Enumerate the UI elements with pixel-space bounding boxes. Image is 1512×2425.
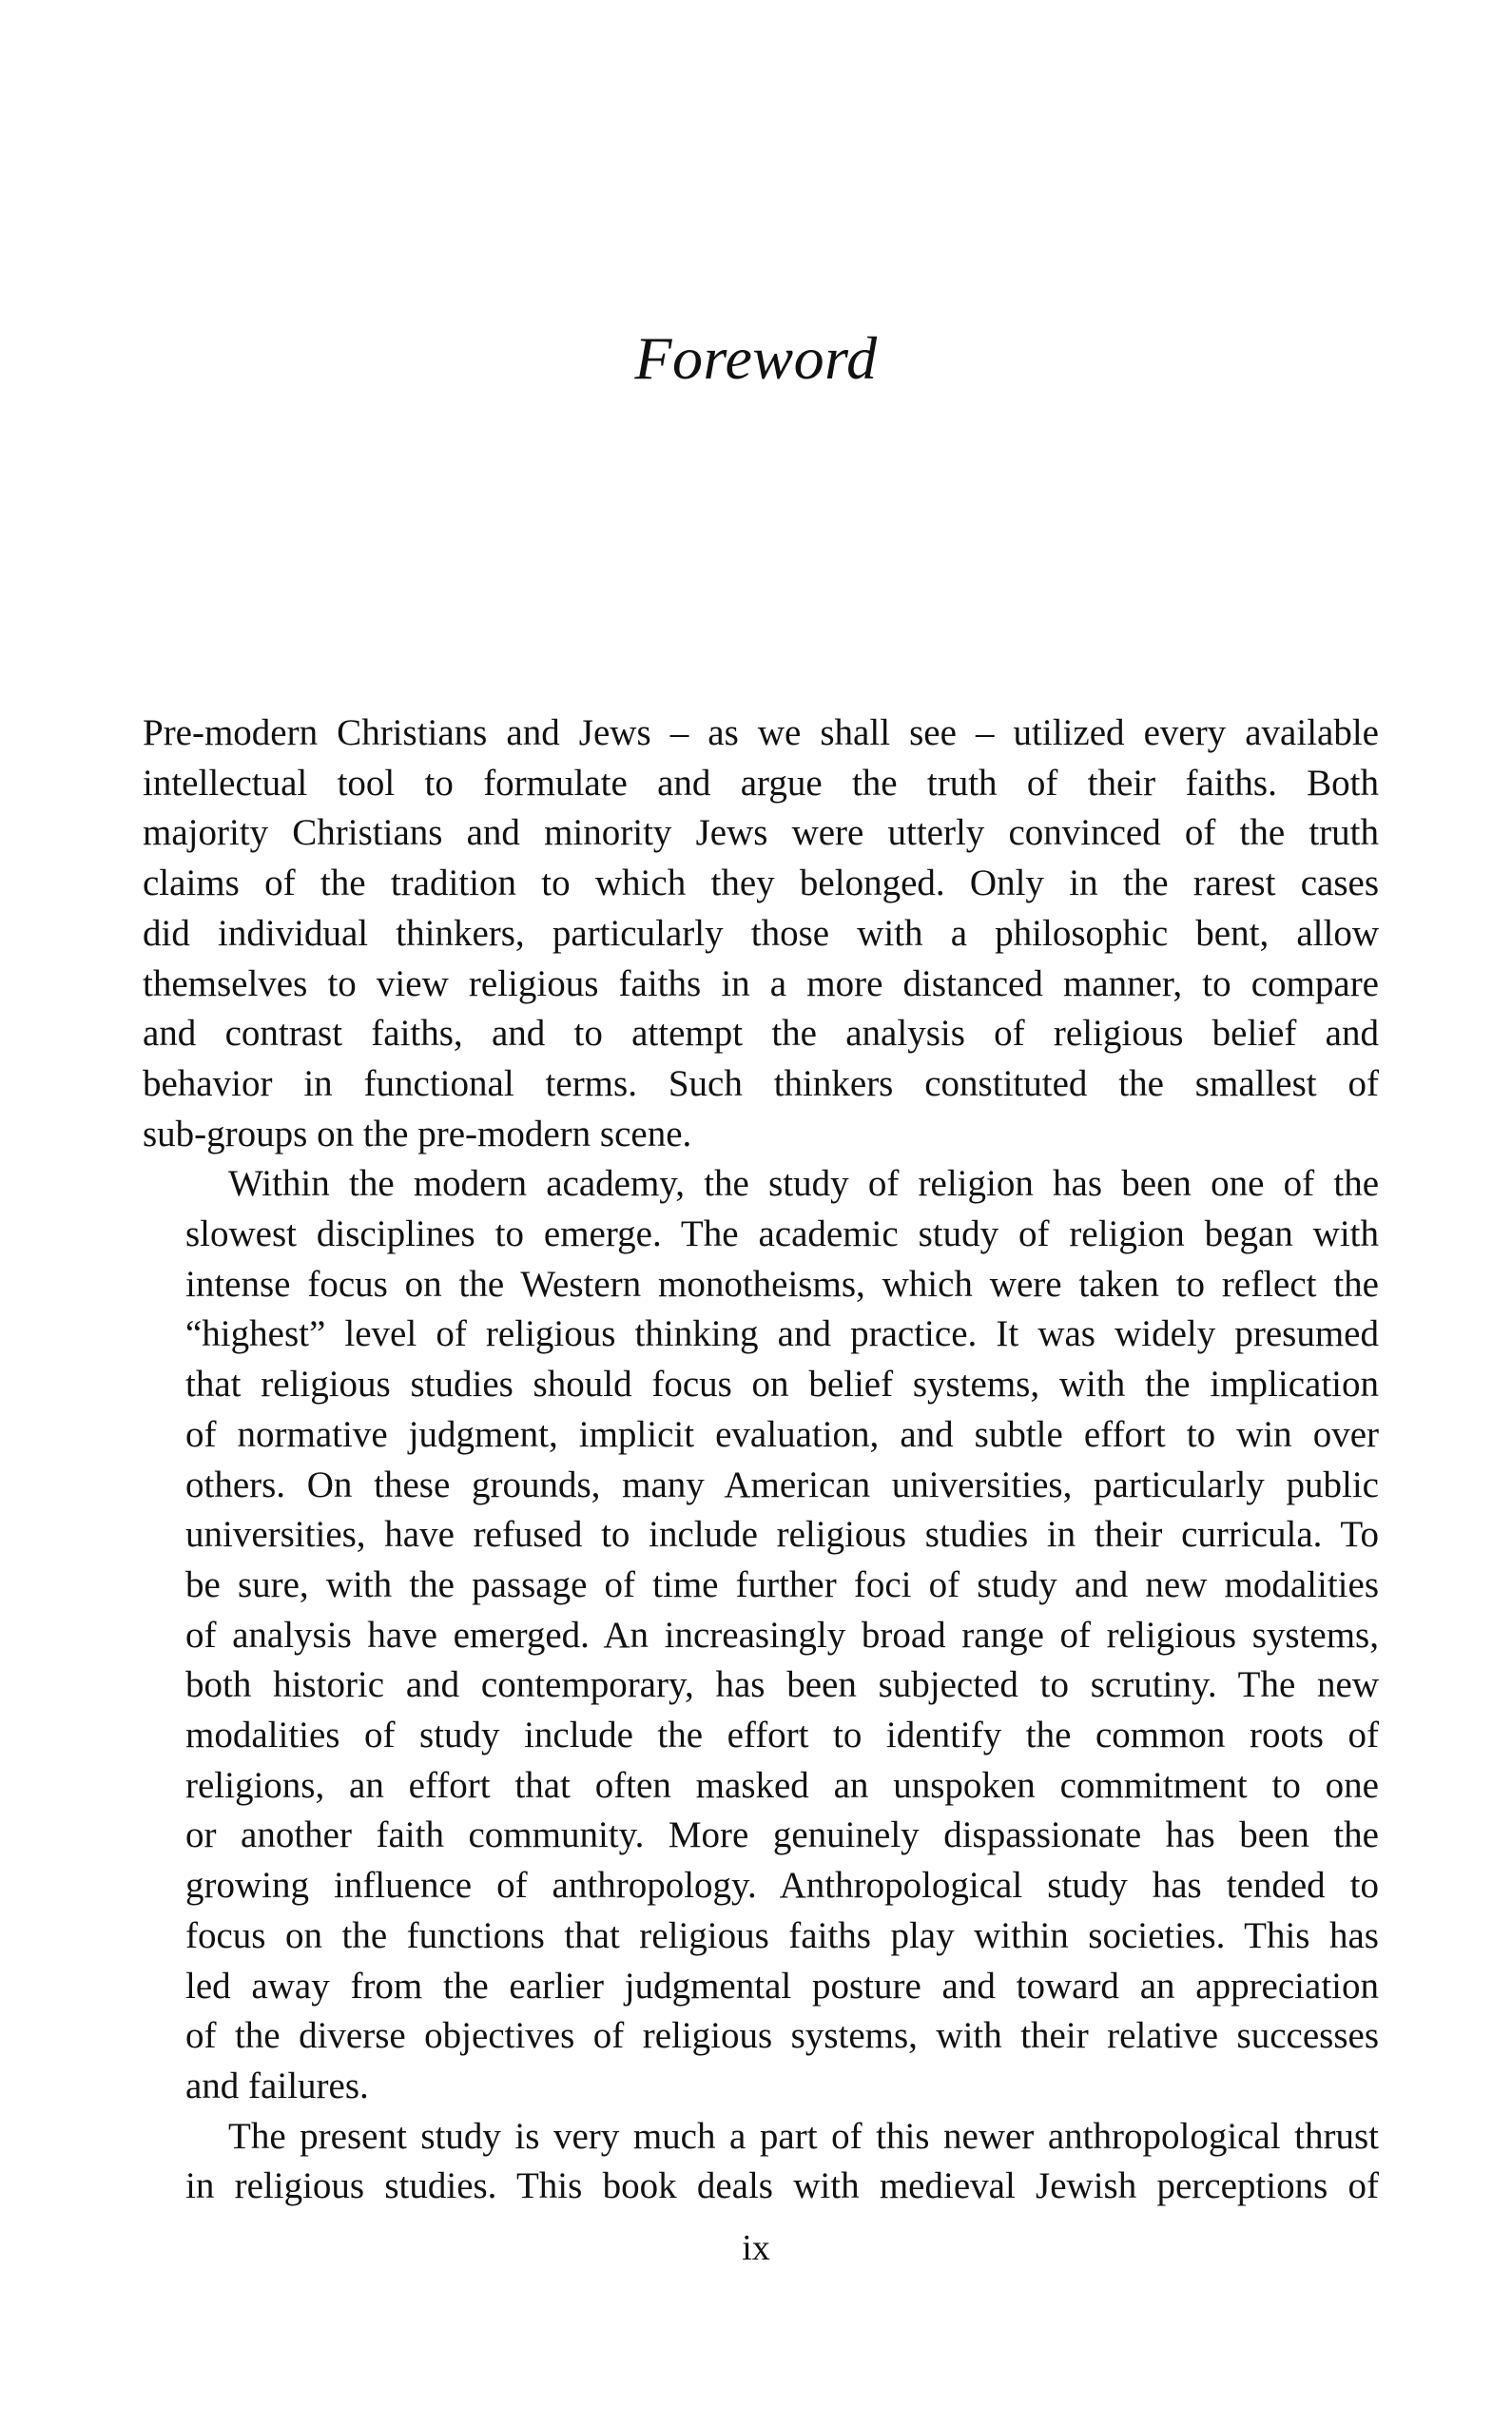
text-line: of the diverse objectives of religious systems, with their relative successes (185, 2015, 1379, 2057)
text-line: and failures. (185, 2065, 369, 2106)
paragraph-3 (143, 2112, 1379, 2212)
text-line: majority Christians and minority Jews were utterly convinced of the truth (143, 812, 1379, 854)
text-line: Pre-modern Christians and Jews – as we shall see – utilized every available (143, 712, 1379, 753)
page-title: Foreword (634, 324, 878, 392)
text-line: universities, have refused to include religious studies in their curricula. To (185, 1514, 1379, 1556)
text-line: religions, an effort that often masked an unspoken commitment to one (185, 1764, 1379, 1806)
text-line: claims of the tradition to which they belonged. Only in the rarest cases (143, 863, 1379, 904)
text-line: and contrast faiths, and to attempt the analysis of religious belief and (143, 1013, 1379, 1055)
text-line: “highest” level of religious thinking and practice. It was widely presumed (185, 1313, 1379, 1355)
text-line: be sure, with the passage of time further foci of study and new modalities (185, 1563, 1379, 1605)
body-text (143, 708, 1379, 2212)
text-line: in religious studies. This book deals with medieval Jewish perceptions of (185, 2165, 1379, 2207)
text-line: led away from the earlier judgmental posture and toward an appreciation (185, 1965, 1379, 2007)
text-line: Within the modern academy, the study of religion has been one of the (228, 1163, 1379, 1205)
text-line: both historic and contemporary, has been subjected to scrutiny. The new (185, 1664, 1379, 1706)
text-line: growing influence of anthropology. Anthropological study has tended to (185, 1865, 1379, 1907)
text-line: focus on the functions that religious faiths play within societies. This has (185, 1914, 1379, 1956)
text-line: intense focus on the Western monotheisms, which were taken to reflect the (185, 1263, 1379, 1305)
text-line: that religious studies should focus on belief systems, with the implication (185, 1364, 1379, 1406)
text-line: sub-groups on the pre-modern scene. (143, 1113, 692, 1154)
text-line: of analysis have emerged. An increasingly broad range of religious systems, (185, 1614, 1379, 1656)
paragraph-1 (143, 708, 1379, 1159)
text-line: behavior in functional terms. Such thinkers constituted the smallest of (143, 1062, 1379, 1104)
text-line: The present study is very much a part of this newer anthropological thrust (228, 2115, 1379, 2157)
text-line: modalities of study include the effort to identify the common roots of (185, 1715, 1379, 1756)
text-line: slowest disciplines to emerge. The academic study of religion began with (185, 1213, 1379, 1255)
paragraph-2 (143, 1159, 1379, 2111)
text-line: of normative judgment, implicit evaluation, and subtle effort to win over (185, 1413, 1379, 1455)
text-line: themselves to view religious faiths in a more distanced manner, to compare (143, 962, 1379, 1004)
page-number: ix (742, 2228, 770, 2268)
text-line: intellectual tool to formulate and argue the truth of their faiths. Both (143, 762, 1379, 804)
text-line: others. On these grounds, many American universities, particularly public (185, 1464, 1379, 1505)
text-line: did individual thinkers, particularly those with a philosophic bent, allow (143, 912, 1379, 954)
text-line: or another faith community. More genuinely dispassionate has been the (185, 1814, 1379, 1856)
